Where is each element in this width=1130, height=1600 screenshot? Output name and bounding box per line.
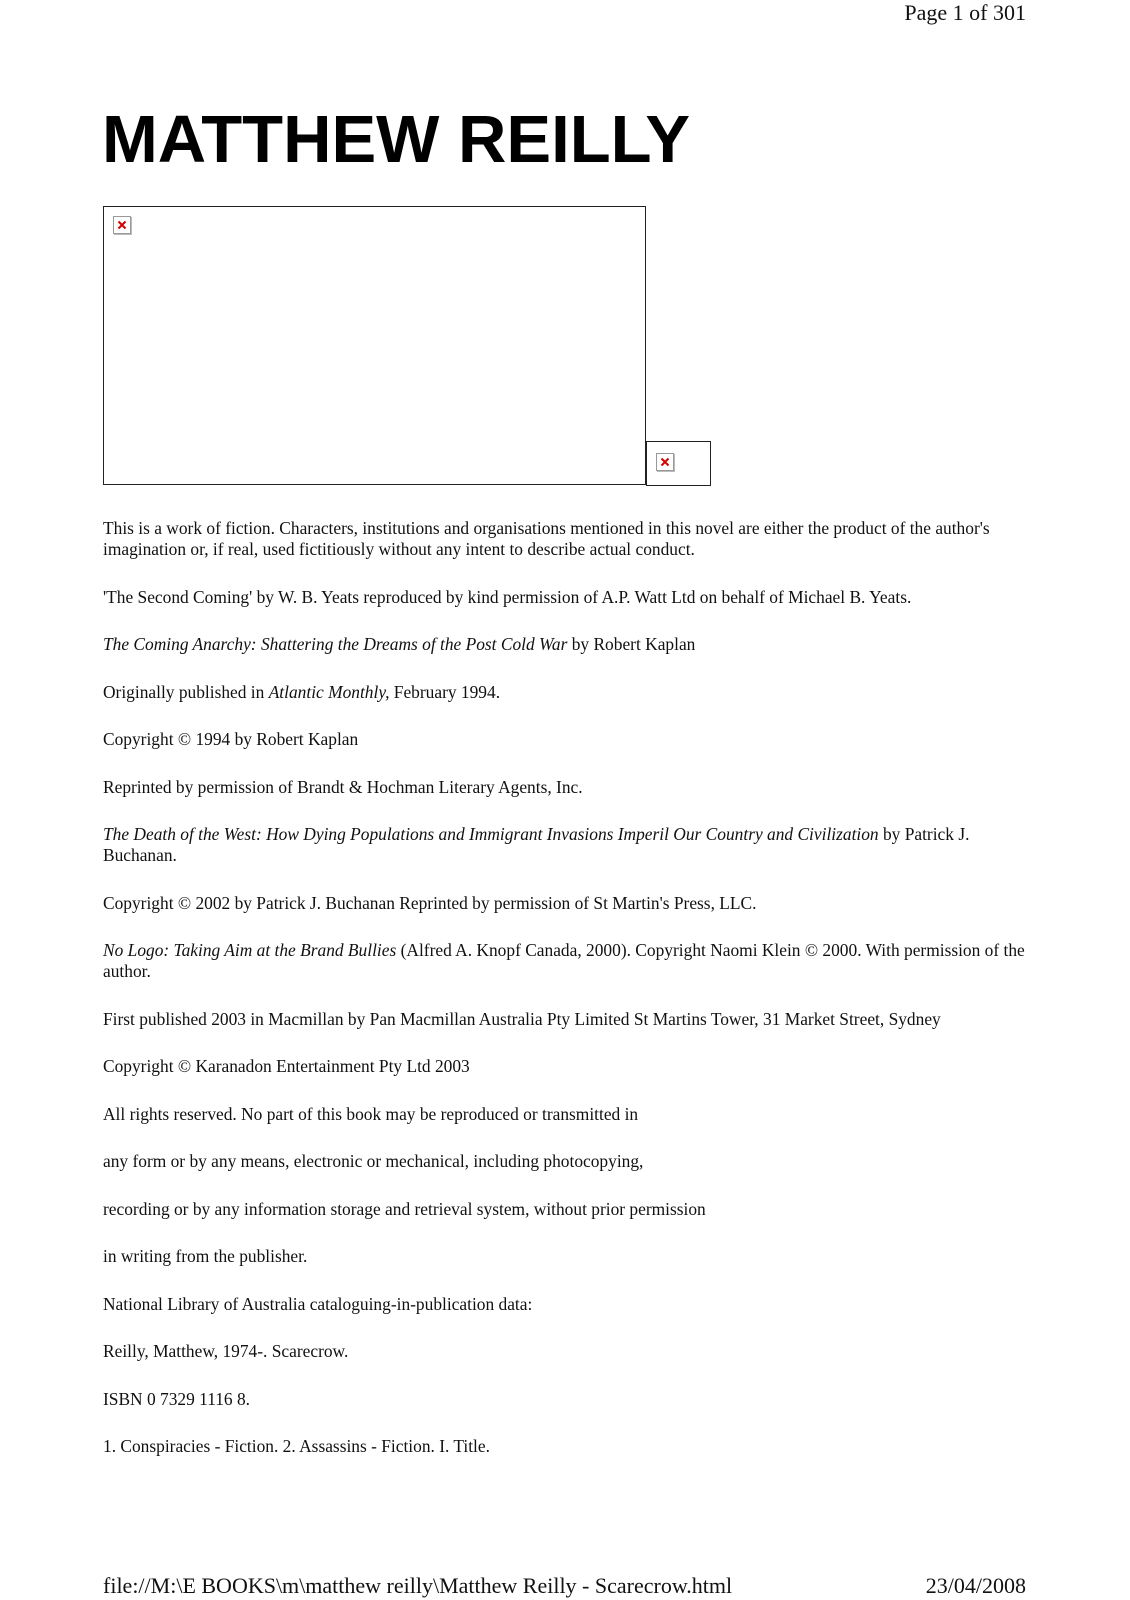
rights-paragraph: recording or by any information storage and retrieval system, without prior permission [103,1198,706,1219]
rights-paragraph: All rights reserved. No part of this book may be reproduced or transmitted in [103,1103,639,1124]
page-number: Page 1 of 301 [904,0,1026,25]
citation-author: by Robert Kaplan [567,634,696,654]
permission-paragraph: 'The Second Coming' by W. B. Yeats reproduced by kind permission of A.P. Watt Ltd on behalf of Michael B. Yeats. [103,586,912,607]
broken-image-icon [113,216,131,234]
citation-title: The Death of the West: How Dying Populations and Immigrant Invasions Imperil Our Country and Civilization [103,824,879,844]
publication-paragraph [103,682,1033,703]
subject-headings: 1. Conspiracies - Fiction. 2. Assassins - Fiction. I. Title. [103,1436,490,1456]
cataloguing-paragraph: National Library of Australia cataloguing-in-publication data: [103,1293,533,1314]
copyright-paragraph: Copyright © 2002 by Patrick J. Buchanan Reprinted by permission of St Martin's Press, LLC. [103,892,757,913]
copyright-paragraph: Copyright © 1994 by Robert Kaplan [103,729,359,749]
isbn: ISBN 0 7329 1116 8. [103,1388,251,1409]
image-placeholder-large [103,206,646,485]
citation-author: by Patrick J. Buchanan. [103,824,970,865]
image-placeholder-small [646,441,711,486]
file-path: file://M:\E BOOKS\m\matthew reilly\Matthew Reilly - Scarecrow.html [103,1573,733,1598]
publication-title: Atlantic Monthly, [268,681,390,702]
citation-paragraph [103,940,1033,982]
publication-prefix: Originally published in [103,681,269,702]
rights-paragraph: any form or by any means, electronic or mechanical, including photocopying, [103,1151,644,1171]
print-date: 23/04/2008 [925,1573,1026,1598]
citation-paragraph [103,634,1033,655]
disclaimer-paragraph: This is a work of fiction. Characters, institutions and organisations mentioned in this novel are either the product of the author's imagination or, if real, used fictitiously without any intent to describe actual conduct. [103,518,990,559]
citation-paragraph [103,824,1033,866]
page-title: MATTHEW REILLY [102,102,691,177]
copyright-paragraph: Copyright © Karanadon Entertainment Pty Ltd 2003 [103,1056,470,1076]
citation-title: No Logo: Taking Aim at the Brand Bullies [103,940,397,960]
rights-paragraph: in writing from the publisher. [103,1246,308,1266]
broken-image-icon [656,453,674,471]
first-published-paragraph: First published 2003 in Macmillan by Pan Macmillan Australia Pty Limited St Martins Tower, 31 Market Street, Sydney [103,1008,941,1029]
copyright-text [103,518,1033,1484]
citation-title: The Coming Anarchy: Shattering the Dreams of the Post Cold War [103,634,568,654]
citation-details: (Alfred A. Knopf Canada, 2000). Copyright Naomi Klein © 2000. With permission of the author. [103,940,1025,981]
permission-paragraph: Reprinted by permission of Brandt & Hochman Literary Agents, Inc. [103,776,583,797]
catalogue-entry: Reilly, Matthew, 1974-. Scarecrow. [103,1341,349,1361]
publication-date: February 1994. [389,681,501,702]
